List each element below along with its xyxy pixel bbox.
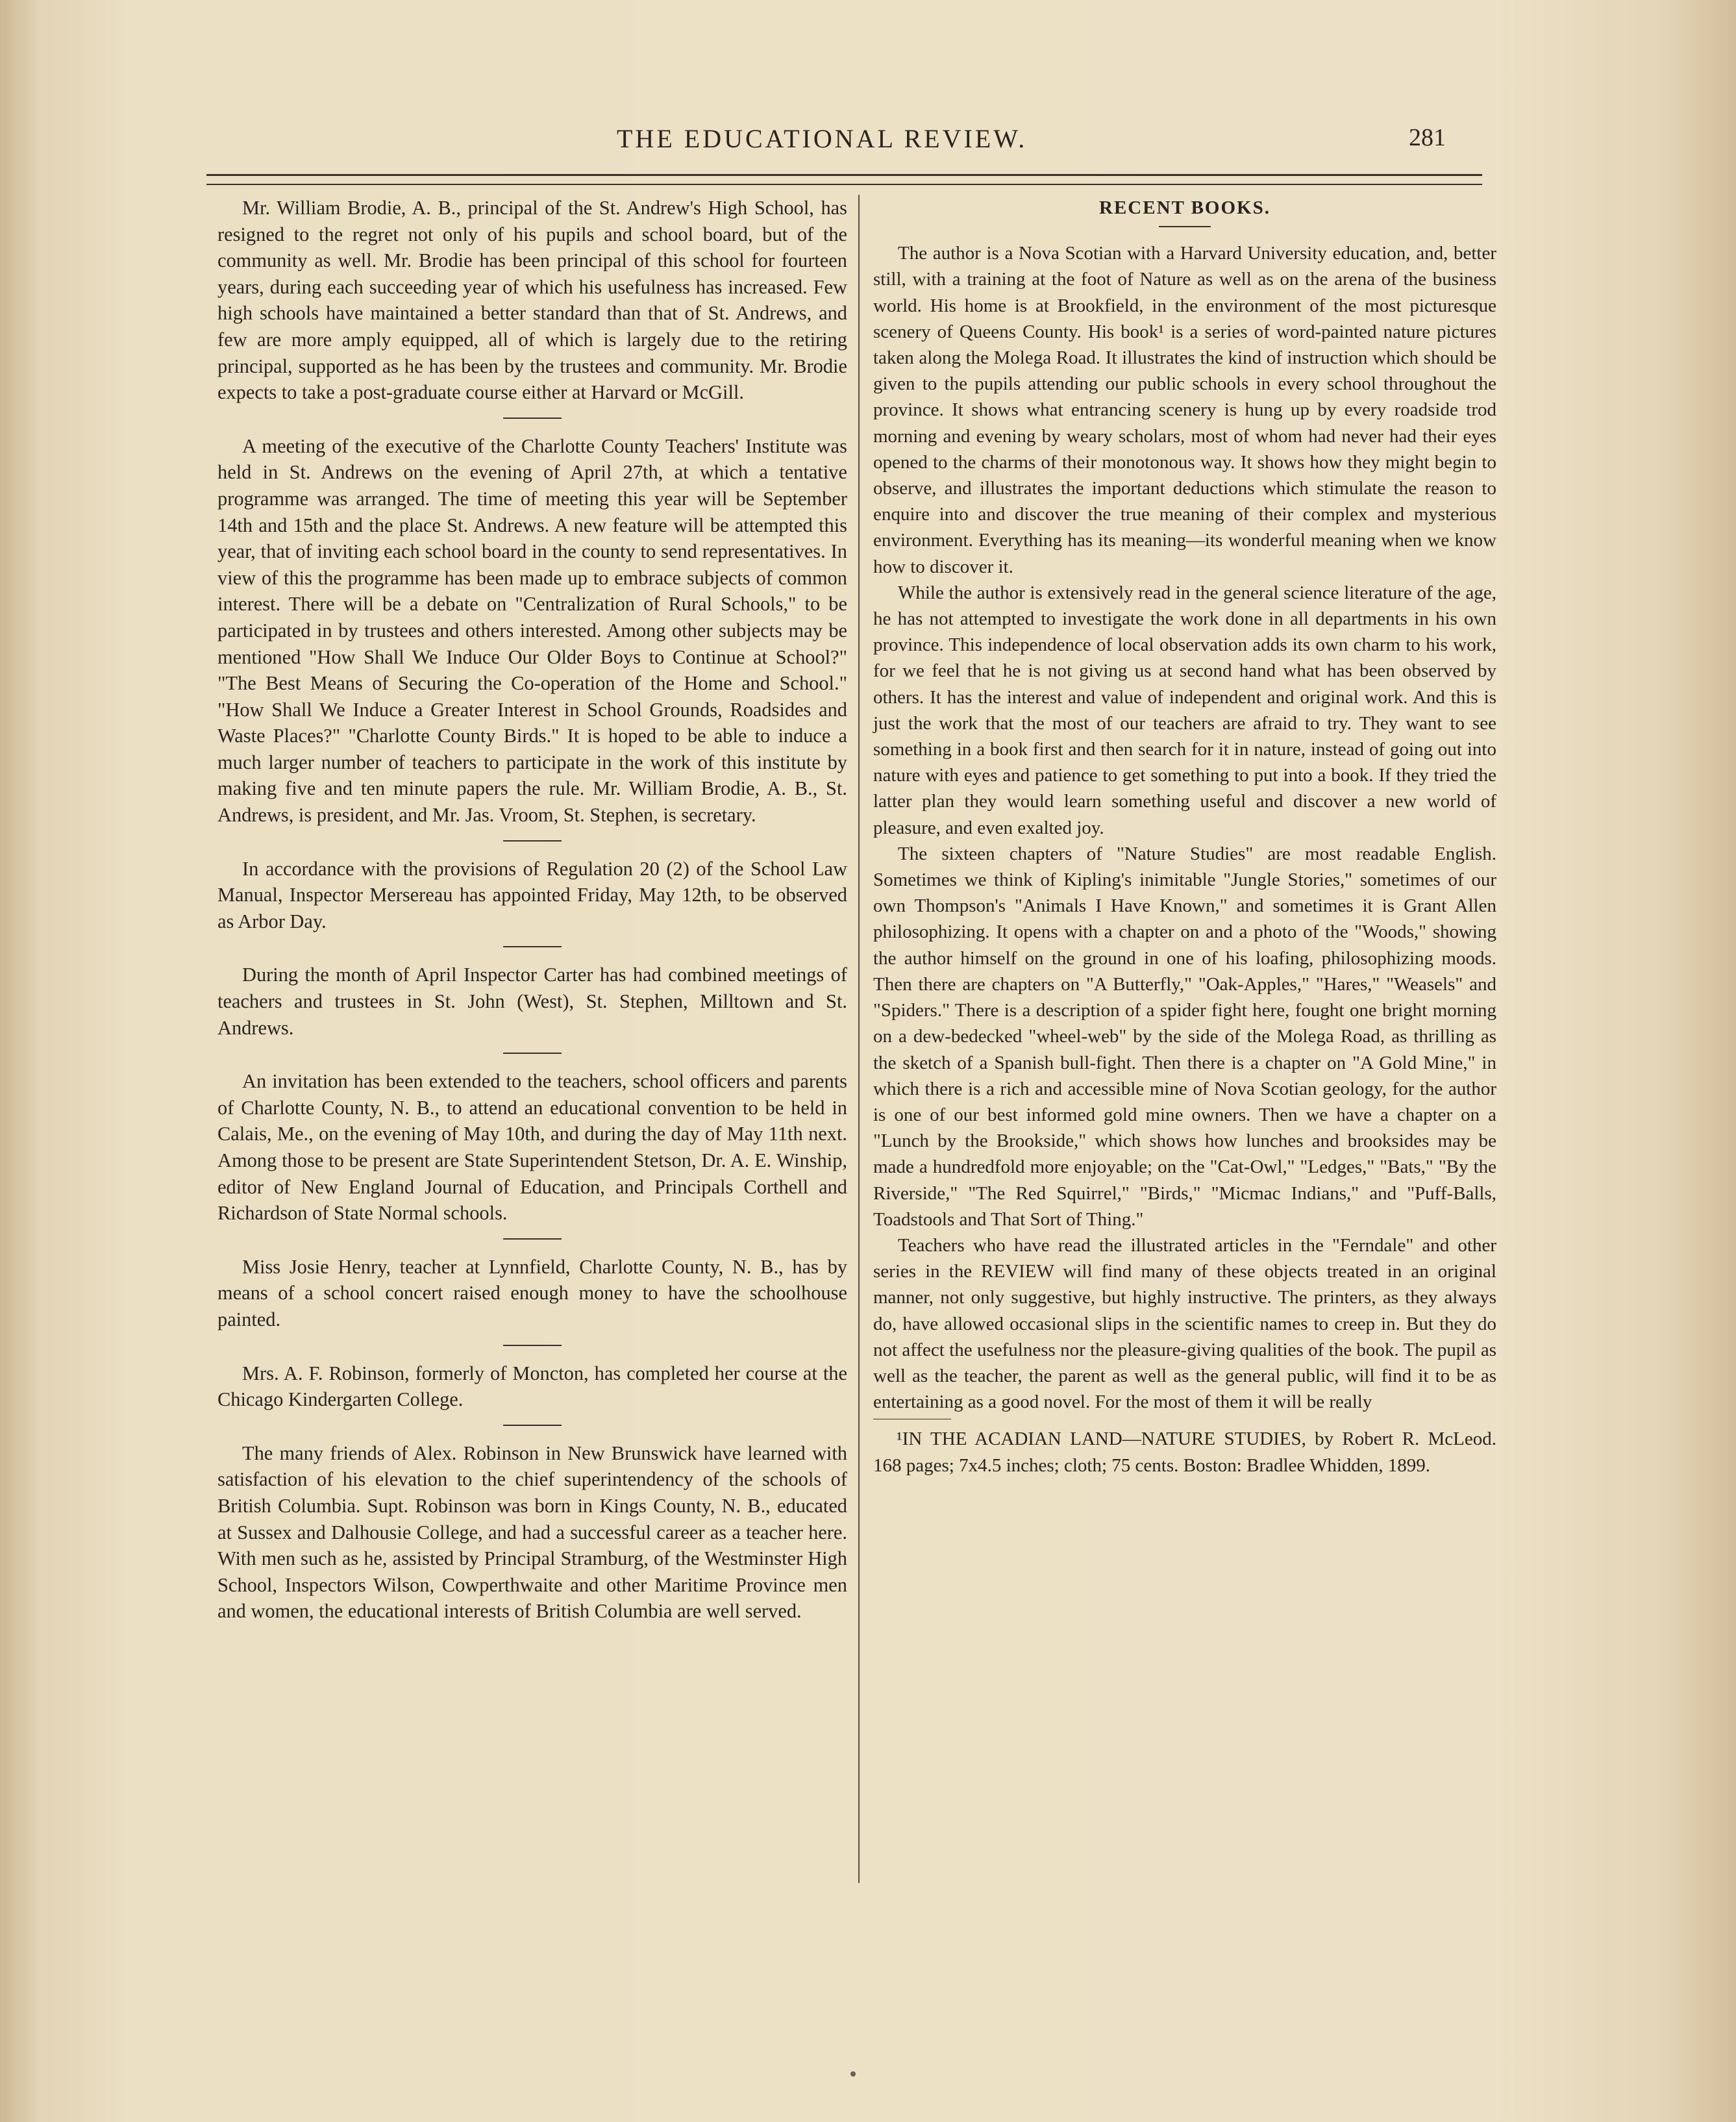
news-paragraph: Miss Josie Henry, teacher at Lynnfield, Charlotte County, N. B., has by means of a school concert raised enough money to have the schoolhouse painted.	[217, 1255, 847, 1330]
footnote: ¹IN THE ACADIAN LAND—NATURE STUDIES, by Robert R. McLeod. 168 pages; 7x4.5 inches; cloth; 75 cents. Boston: Bradlee Whidden, 1899.	[873, 1429, 1496, 1476]
section-heading: RECENT BOOKS.	[1099, 197, 1271, 218]
page-number: 281	[1409, 124, 1446, 151]
news-paragraph: During the month of April Inspector Carter has had combined meetings of teachers and trustees in St. John (West), St. Stephen, Milltown and St. Andrews.	[217, 964, 847, 1039]
news-paragraph: A meeting of the executive of the Charlotte County Teachers' Institute was held in St. Andrews on the evening of April 27th, at which a tentative programme was arranged. The time of meeting this year will be September 14th and 15th and the place St. Andrews. A new feature will be attempted this year, that of inviting each school board in the county to send representatives. In view of this the programme has been made up to embrace subjects of common interest. There will be a debate on "Centralization of Rural Schools," to be participated in by trustees and others interested. Among other subjects may be mentioned "How Shall We Induce Our Older Boys to Continue at School?" "The Best Means of Securing the Co-operation of the Home and School." "How Shall We Induce a Greater Interest in School Grounds, Roadsides and Waste Places?" "Charlotte County Birds." It is hoped to be able to induce a much larger number of teachers to participate in the work of this institute by making five and ten minute papers the rule. Mr. William Brodie, A. B., St. Andrews, is president, and Mr. Jas. Vroom, St. Stephen, is secretary.	[217, 434, 847, 827]
news-item	[217, 195, 847, 406]
review-paragraph: The sixteen chapters of "Nature Studies" are most readable English. Sometimes we think of Kipling's inimitable "Jungle Stories," sometimes of our own Thompson's "Animals I Have Known," and sometimes it is Grant Allen philosophizing. It opens with a chapter on and a photo of the "Woods," showing the author himself on the ground in one of his loafing, philosophizing moods. Then there are chapters on "A Butterfly," "Oak-Apples," "Hares," "Weasels" and "Spiders." There is a description of a spider fight here, fought one bright morning on a dew-bedecked "wheel-web" by the side of the Molega Road, as thrilling as the sketch of a Spanish bull-fight. Then there is a chapter on "A Gold Mine," in which there is a rich and accessible mine of Nova Scotian geology, for the author is one of our best informed gold mine owners. Then we have a chapter on a "Lunch by the Brookside," which shows how lunches and brooksides may be made a hundredfold more enjoyable; on the "Cat-Owl," "Ledges," "Bats," "By the Riverside," "The Red Squirrel," "Birds," "Micmac Indians," and "Puff-Balls, Toadstools and That Sort of Thing."	[873, 843, 1496, 1230]
header-double-rule	[206, 174, 1482, 185]
review-paragraph: The author is a Nova Scotian with a Harvard University education, and, better still, with a training at the foot of Nature as well as on the arena of the business world. His home is at Brookfield, in the environment of the most picturesque scenery of Queens County. His book¹ is a series of word-painted nature pictures taken along the Molega Road. It illustrates the kind of instruction which should be given to the pupils attending our public schools in every school throughout the province. It shows what entrancing scenery is hung up by every roadside trod morning and evening by weary scholars, most of whom had never had their eyes opened to the charms of their monotonous way. It shows how they might begin to observe, and illustrates the important deductions which stimulate the reason to enquire into and discover the true meaning of their complex and mysterious environment. Everything has its meaning—its wonderful meaning when we know how to discover it.	[873, 243, 1496, 577]
news-item	[217, 1254, 847, 1333]
item-separator	[503, 1238, 562, 1240]
news-item	[217, 856, 847, 935]
news-item	[217, 1440, 847, 1625]
page-speck	[850, 2071, 856, 2077]
running-head	[195, 123, 1493, 162]
news-paragraph: An invitation has been extended to the teachers, school officers and parents of Charlotte County, N. B., to attend an educational convention to be held in Calais, Me., on the evening of May 10th, and during the day of May 11th next. Among those to be present are State Superintendent Stetson, Dr. A. E. Winship, editor of New England Journal of Education, and Principals Corthell and Richardson of State Normal schools.	[217, 1070, 847, 1225]
review-paragraph: Teachers who have read the illustrated articles in the "Ferndale" and other series in the REVIEW will find many of these objects treated in an original manner, not only suggestive, but highly instructive. The printers, as they always do, have allowed occasional slips in the scientific names to creep in. But they do not affect the usefulness nor the pleasure-giving qualities of the book. The pupil as well as the teacher, the parent as well as the general public, will find it to be as entertaining as a good novel. For the most of them it will be really	[873, 1234, 1496, 1413]
item-separator	[503, 1053, 562, 1054]
item-separator	[503, 418, 562, 419]
item-separator	[503, 1425, 562, 1426]
item-separator	[503, 1345, 562, 1346]
heading-rule	[1159, 226, 1211, 227]
item-separator	[503, 840, 562, 842]
news-paragraph: In accordance with the provisions of Regulation 20 (2) of the School Law Manual, Inspector Mersereau has appointed Friday, May 12th, to be observed as Arbor Day.	[217, 857, 847, 932]
column-divider	[858, 195, 860, 1883]
left-column	[217, 195, 847, 1635]
news-item	[217, 962, 847, 1041]
item-separator	[503, 946, 562, 947]
news-paragraph: Mrs. A. F. Robinson, formerly of Moncton, has completed her course at the Chicago Kindergarten College.	[217, 1362, 847, 1411]
news-item	[217, 1360, 847, 1413]
news-paragraph: Mr. William Brodie, A. B., principal of the St. Andrew's High School, has resigned to the regret not only of his pupils and school board, but of the community as well. Mr. Brodie has been principal of this school for fourteen years, during each succeeding year of which his usefulness has increased. Few high schools have maintained a better standard than that of St. Andrews, and few are more amply equipped, all of which is largely due to the retiring principal, supported as he has been by the trustees and community. Mr. Brodie expects to take a post-graduate course either at Harvard or McGill.	[217, 197, 847, 404]
news-item	[217, 433, 847, 829]
review-paragraph: While the author is extensively read in the general science literature of the age, he has not attempted to investigate the work done in all departments in his own province. This independence of local observation adds its own charm to his work, for we feel that he is not giving us at second hand what has been observed by others. It has the interest and value of independent and original work. And this is just the work that the most of our teachers are afraid to try. They want to see something in a book first and then search for it in nature, instead of going out into nature with eyes and patience to get something to put into a book. If they tried the latter plan they would learn something useful and discover a new world of pleasure, and even exalted joy.	[873, 582, 1496, 838]
journal-title: THE EDUCATIONAL REVIEW.	[617, 124, 1028, 153]
news-paragraph: The many friends of Alex. Robinson in New Brunswick have learned with satisfaction of his elevation to the chief superintendency of the schools of British Columbia. Supt. Robinson was born in Kings County, N. B., educated at Sussex and Dalhousie College, and had a successful career as a teacher here. With men such as he, assisted by Principal Stramburg, of the Westminster High School, Inspectors Wilson, Cowperthwaite and other Maritime Province men and women, the educational interests of British Columbia are well served.	[217, 1442, 847, 1623]
right-column	[873, 195, 1496, 1479]
news-item	[217, 1068, 847, 1227]
